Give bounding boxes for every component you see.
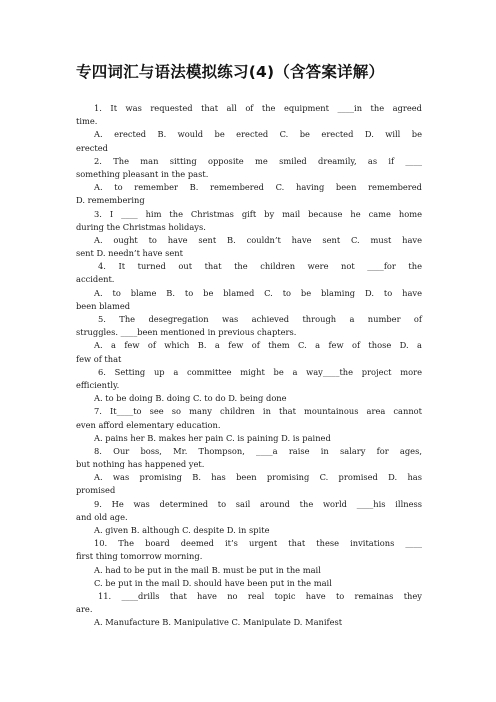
text-line: during the Christmas holidays. — [76, 221, 206, 232]
text-line: A. to blame B. to be blamed C. to be blaming D. to have — [94, 287, 422, 298]
text-line: accident. — [76, 274, 115, 285]
text-line: 9. He was determined to sail around the world ____his illness — [94, 498, 422, 509]
text-line: 7. It____to see so many children in that mountainous area cannot — [94, 406, 422, 417]
text-line: 10. The board deemed it’s urgent that these invitations ____ — [94, 538, 422, 549]
text-line: even afford elementary education. — [76, 419, 221, 430]
text-line: A. ought to have sent B. couldn’t have sent C. must have — [94, 234, 422, 245]
text-line: 6. Setting up a committee might be a way____the project more — [98, 366, 422, 377]
text-line: A. a few of which B. a few of them C. a few of those D. a — [94, 340, 422, 351]
text-line: something pleasant in the past. — [76, 168, 209, 179]
text-line: 2. The man sitting opposite me smiled dreamily, as if ____ — [94, 155, 422, 166]
text-line: A. to be doing B. doing C. to do D. being done — [94, 393, 287, 404]
text-line: 3. I ____ him the Christmas gift by mail because he came home — [94, 208, 422, 219]
text-line: D. remembering — [76, 195, 145, 206]
text-line: been blamed — [76, 300, 131, 311]
text-line: time. — [76, 116, 98, 127]
text-line: struggles. ____been mentioned in previous chapters. — [76, 327, 297, 338]
text-line: but nothing has happened yet. — [76, 459, 205, 470]
text-line: A. was promising B. has been promising C. promised D. has — [94, 472, 422, 483]
page-title: 专四词汇与语法模拟练习(4)（含答案详解） — [76, 63, 385, 81]
text-line: 4. It turned out that the children were not ____for the — [98, 261, 422, 272]
text-line: A. given B. although C. despite D. in spite — [94, 525, 270, 535]
text-line: A. pains her B. makes her pain C. is paining D. is pained — [94, 432, 331, 443]
text-line: and old age. — [76, 511, 128, 522]
text-line: A. Manufacture B. Manipulative C. Manipulate D. Manifest — [94, 617, 343, 628]
text-line: promised — [76, 485, 116, 496]
text-line: 1. It was requested that all of the equipment ____in the agreed — [94, 103, 422, 113]
text-line: few of that — [76, 353, 122, 364]
text-line: efficiently. — [76, 379, 120, 390]
text-line: 5. The desegregation was achieved through a number of — [98, 314, 422, 324]
text-line: C. be put in the mail D. should have been put in the mail — [94, 577, 332, 588]
text-line: erected — [76, 142, 108, 153]
text-line: 11. ____drills that have no real topic have to remainas they — [98, 590, 422, 601]
text-line: first thing tomorrow morning. — [76, 551, 203, 562]
text-line: are. — [76, 604, 93, 615]
text-line: A. had to be put in the mail B. must be put in the mail — [94, 564, 321, 575]
text-line: A. erected B. would be erected C. be erected D. will be — [94, 129, 422, 140]
text-line: sent D. needn’t have sent — [76, 248, 183, 259]
text-line: A. to remember B. remembered C. having been remembered — [94, 182, 422, 193]
text-line: 8. Our boss, Mr. Thompson, ____a raise in salary for ages, — [94, 445, 422, 456]
question-body — [76, 102, 422, 630]
